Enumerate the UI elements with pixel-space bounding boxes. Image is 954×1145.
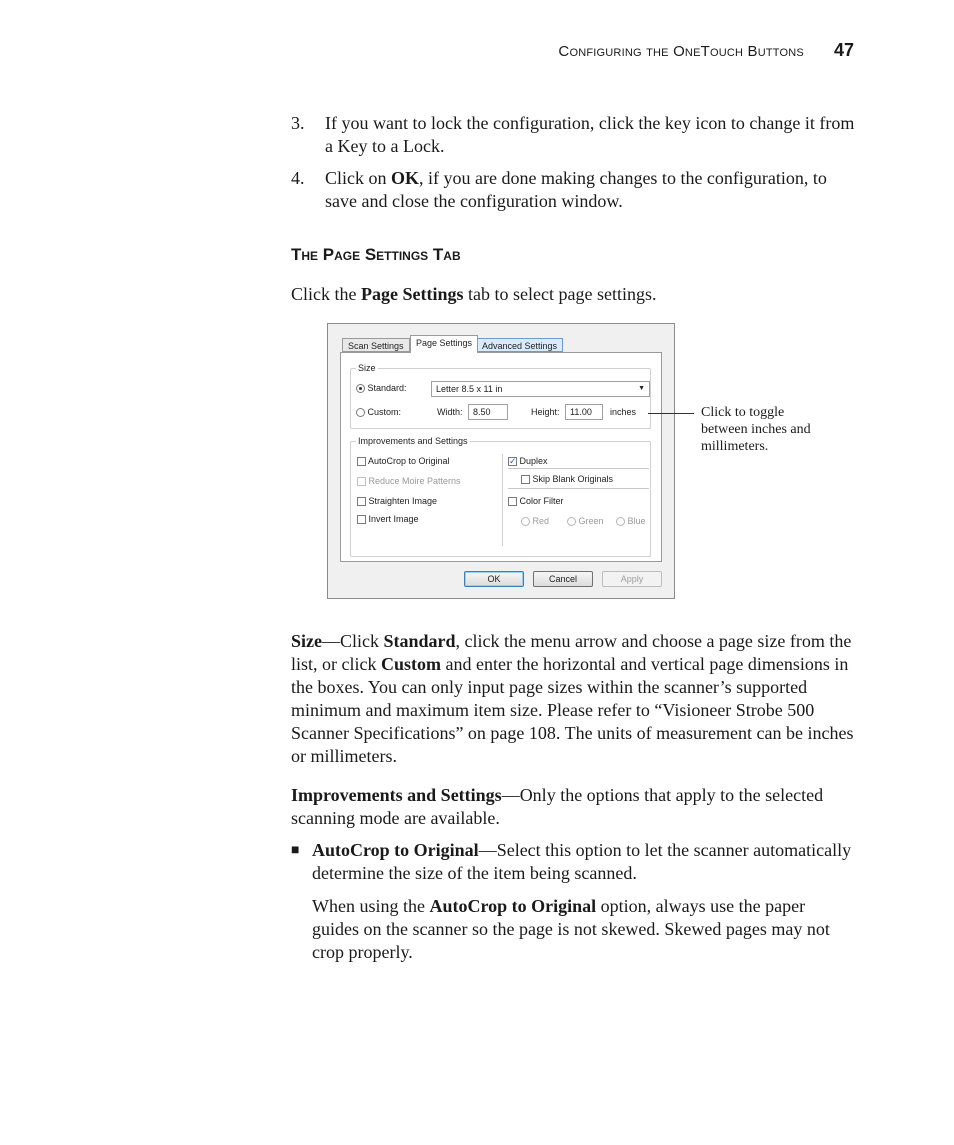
divider <box>508 488 649 489</box>
checkbox-icon <box>521 475 530 484</box>
autocrop-checkbox[interactable]: AutoCrop to Original <box>357 456 450 466</box>
color-filter-checkbox[interactable]: Color Filter <box>508 496 564 506</box>
color-red-radio[interactable]: Red <box>521 516 549 526</box>
divider <box>508 468 649 469</box>
step-3 <box>291 112 856 158</box>
units-toggle[interactable]: inches <box>610 407 637 417</box>
cancel-button[interactable]: Cancel <box>533 571 593 587</box>
checkbox-icon <box>357 477 366 486</box>
skip-blank-checkbox[interactable]: Skip Blank Originals <box>521 474 613 484</box>
step-number: 3. <box>291 113 305 133</box>
checkbox-icon <box>508 497 517 506</box>
standard-radio[interactable]: Standard: <box>356 383 407 393</box>
radio-icon <box>616 517 625 526</box>
improvements-group-label: Improvements and Settings <box>358 436 468 446</box>
width-label: Width: <box>437 407 463 417</box>
invert-image-checkbox[interactable]: Invert Image <box>357 514 419 524</box>
reduce-moire-checkbox[interactable]: Reduce Moire Patterns <box>357 476 461 486</box>
color-blue-radio[interactable]: Blue <box>616 516 646 526</box>
chevron-down-icon: ▼ <box>638 385 645 392</box>
autocrop-bullet <box>291 839 856 885</box>
step-4 <box>291 167 856 213</box>
intro-paragraph: Click the Page Settings tab to select page settings. <box>291 284 657 304</box>
bullet-square-icon: ■ <box>291 843 300 858</box>
bullet-text: AutoCrop to Original—Select this option to let the scanner automatically determine the size of the item being scanned. <box>312 840 852 883</box>
radio-icon <box>567 517 576 526</box>
group-divider <box>502 454 503 546</box>
section-heading: The Page Settings Tab <box>291 245 461 264</box>
checkbox-icon <box>357 515 366 524</box>
checkbox-icon <box>357 497 366 506</box>
radio-selected-icon <box>356 384 365 393</box>
callout-leader-line <box>648 413 694 414</box>
tab-scan-settings[interactable]: Scan Settings <box>342 338 410 352</box>
running-title: Configuring the OneTouch Buttons <box>558 43 804 60</box>
improvements-group <box>350 436 651 557</box>
step-number: 4. <box>291 168 305 188</box>
custom-radio[interactable]: Custom: <box>356 407 401 417</box>
step-text: Click on OK, if you are done making changes to the configuration, to save and close the configuration window. <box>325 168 827 211</box>
improvements-paragraph: Improvements and Settings—Only the options that apply to the selected scanning mode are available. <box>291 785 824 828</box>
color-green-radio[interactable]: Green <box>567 516 604 526</box>
radio-icon <box>356 408 365 417</box>
step-text: If you want to lock the configuration, click the key icon to change it from a Key to a Lock. <box>325 113 855 156</box>
checkbox-icon <box>357 457 366 466</box>
autocrop-note: When using the AutoCrop to Original option, always use the paper guides on the scanner so the page is not skewed. Skewed pages may not crop properly. <box>312 896 830 962</box>
height-label: Height: <box>531 407 560 417</box>
tab-page-settings[interactable]: Page Settings <box>410 335 478 353</box>
duplex-checkbox[interactable]: ✓ Duplex <box>509 456 548 467</box>
width-field[interactable]: 8.50 <box>468 404 508 420</box>
radio-icon <box>521 517 530 526</box>
page-settings-dialog <box>327 323 675 599</box>
size-paragraph: Size—Click Standard, click the menu arrow and choose a page size from the list, or click Custom and enter the horizontal and vertical page dimensions in the boxes. You can only input page sizes within the scanner’s supported minimum and maximum item size. Please refer to “Visioneer Strobe 500 Scanner Specifications” on page 108. The units of measurement can be inches or millimeters. <box>291 631 854 766</box>
size-group-label: Size <box>358 363 376 373</box>
page-size-select[interactable]: Letter 8.5 x 11 in ▼ <box>431 381 650 397</box>
height-field[interactable]: 11.00 <box>565 404 603 420</box>
callout-text: Click to toggle between inches and millimeters. <box>701 405 811 454</box>
apply-button[interactable]: Apply <box>602 571 662 587</box>
tab-panel <box>340 352 662 562</box>
checkbox-checked-icon: ✓ <box>509 456 517 467</box>
running-header <box>480 40 854 61</box>
tab-advanced-settings[interactable]: Advanced Settings <box>476 338 563 352</box>
page-number: 47 <box>833 40 854 60</box>
ok-button[interactable]: OK <box>464 571 524 587</box>
size-group <box>350 363 651 429</box>
straighten-image-checkbox[interactable]: Straighten Image <box>357 496 437 506</box>
